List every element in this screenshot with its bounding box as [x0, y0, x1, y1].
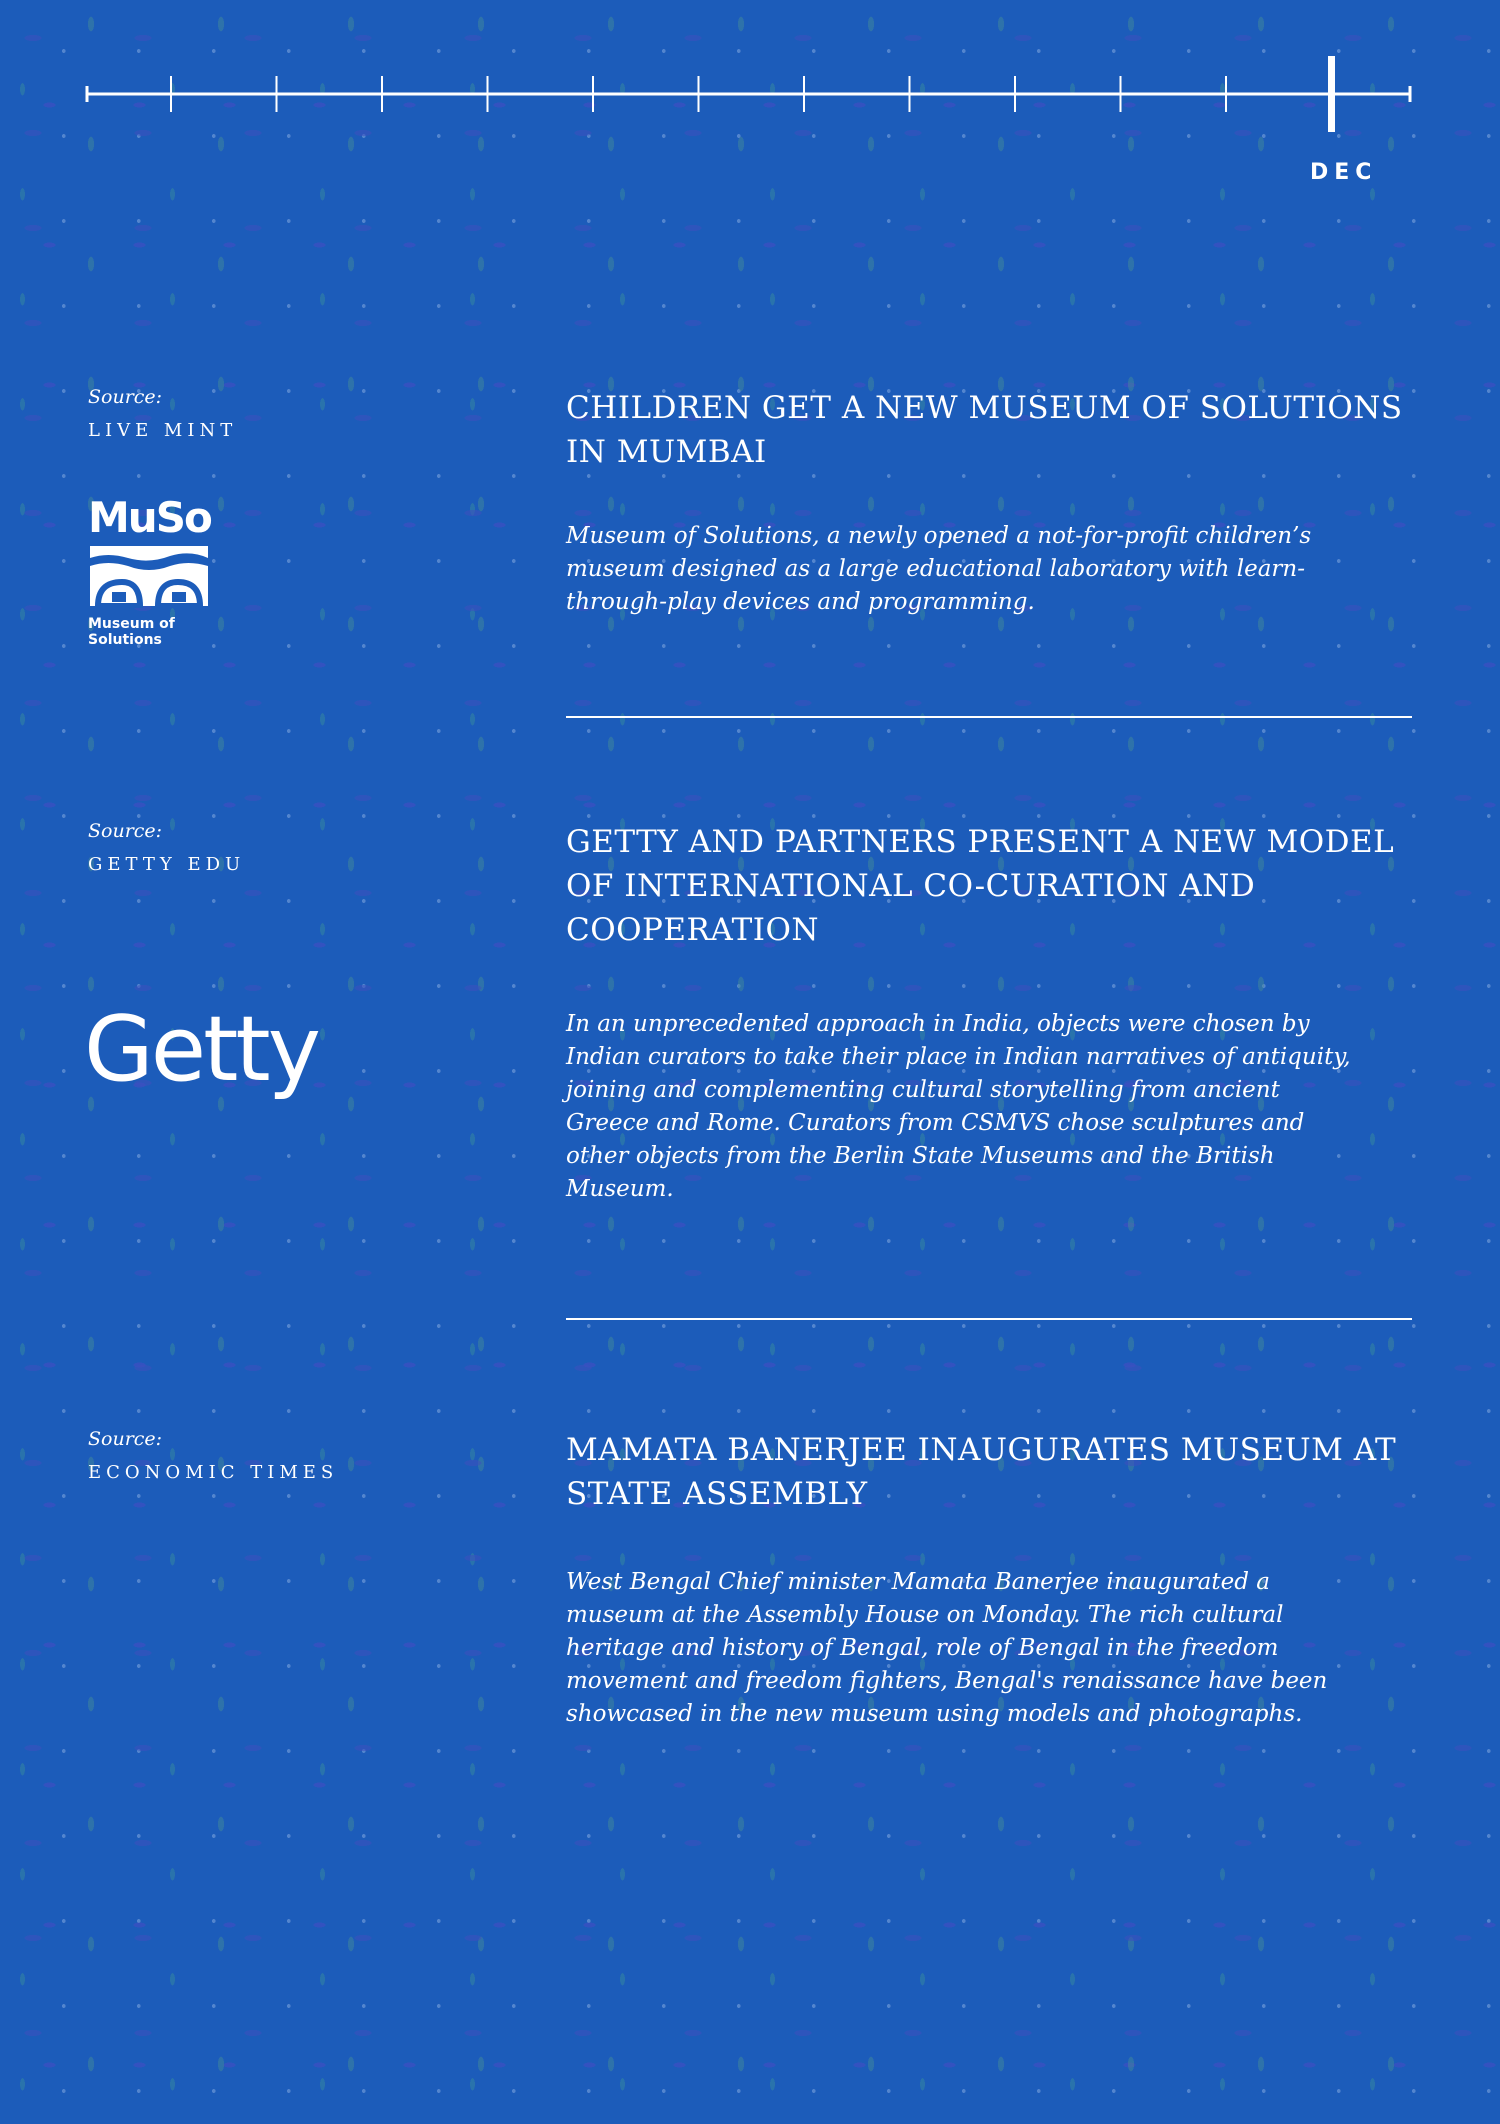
muso-logo-subtitle-2: Solutions [88, 632, 162, 648]
timeline-month-label: DEC [1310, 160, 1378, 185]
summary: West Bengal Chief minister Mamata Banerjee inaugurated a museum at the Assembly House on Monday. The rich cultural heritage and history of Bengal, role of Bengal in the freedom movement and freedom fighters, Bengal's renaissance have been showcased in the new museum using models and photographs. [566, 1569, 1328, 1727]
summary: Museum of Solutions, a newly opened a not-for-profit children’s museum designed as a large educational laboratory with learn-through-play devices and programming. [566, 523, 1312, 615]
headline: MAMATA BANERJEE INAUGURATES MUSEUM AT STATE ASSEMBLY [566, 1432, 1397, 1512]
headline: GETTY AND PARTNERS PRESENT A NEW MODEL OF INTERNATIONAL CO-CURATION AND COOPERATION [566, 824, 1395, 948]
muso-logo-subtitle-1: Museum of [88, 616, 175, 632]
divider [566, 1318, 1412, 1320]
muso-mark-icon [88, 544, 210, 608]
divider [566, 716, 1412, 718]
source-name: LIVE MINT [88, 420, 238, 441]
source-label: Source: [88, 1428, 163, 1450]
month-timeline [0, 0, 1500, 140]
getty-logo: Getty [84, 997, 318, 1102]
source-label: Source: [88, 386, 163, 408]
headline: CHILDREN GET A NEW MUSEUM OF SOLUTIONS IN MUMBAI [566, 390, 1403, 470]
muso-logo [88, 493, 213, 648]
muso-logo-word: MuSo [88, 493, 211, 542]
source-name: GETTY EDU [88, 854, 246, 875]
source-name: ECONOMIC TIMES [88, 1462, 339, 1483]
source-label: Source: [88, 820, 163, 842]
summary: In an unprecedented approach in India, objects were chosen by Indian curators to take their place in Indian narratives of antiquity, joining and complementing cultural storytelling from ancient Greece and Rome. Curators from CSMVS chose sculptures and other objects from the Berlin State Museums and the British Museum. [566, 1011, 1351, 1202]
